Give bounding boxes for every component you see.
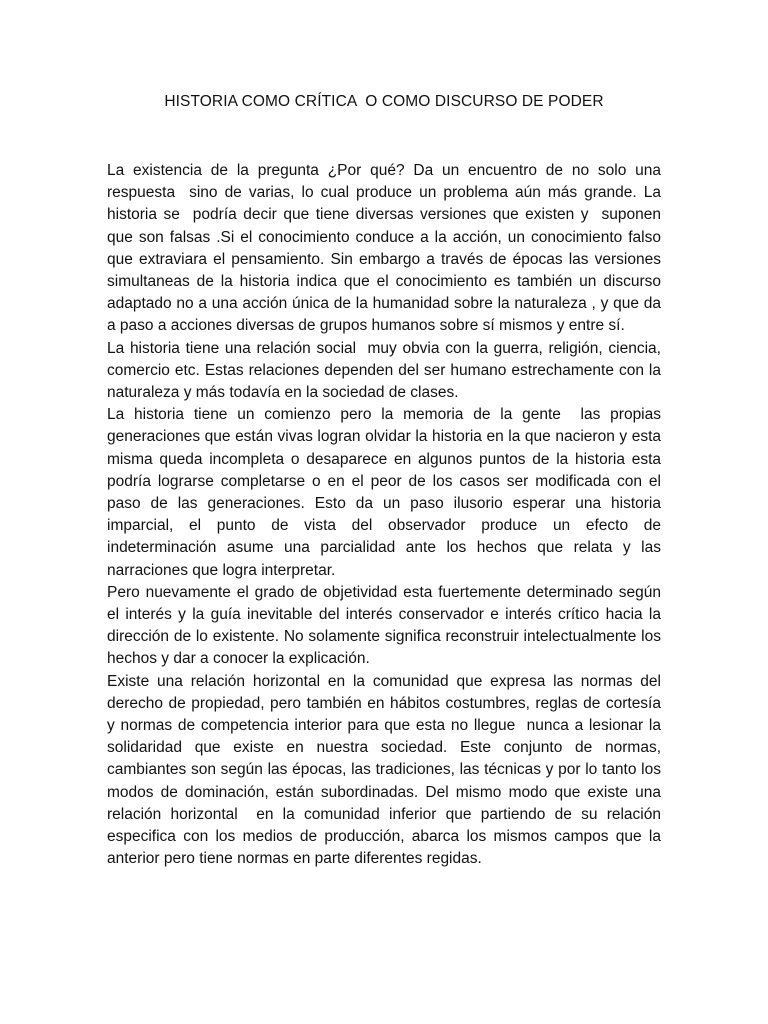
paragraph-3: La historia tiene un comienzo pero la memoria de la gente las propias generaciones que están vivas logran olvidar la historia en la que nacieron y esta misma queda incompleta o desaparece en algunos puntos de la historia esta podría lograrse completarse o en el peor de los casos ser modificada con el paso de las generaciones. Esto da un paso ilusorio esperar una historia imparcial, el punto de vista del observador produce un efecto de indeterminación asume una parcialidad ante los hechos que relata y las narraciones que logra interpretar. xyxy=(107,406,666,579)
paragraph-4: Pero nuevamente el grado de objetividad esta fuertemente determinado según el interés y la guía inevitable del interés conservador e interés crítico hacia la dirección de lo existente. No solamente significa reconstruir intelectualmente los hechos y dar a conocer la explicación. xyxy=(107,583,666,668)
document-body xyxy=(107,160,670,871)
paragraph-2: La historia tiene una relación social muy obvia con la guerra, religión, ciencia, comercio etc. Estas relaciones dependen del ser humano estrechamente con la naturaleza y más todavía en la sociedad de clases. xyxy=(107,339,666,402)
paragraph-5: Existe una relación horizontal en la comunidad que expresa las normas del derecho de propiedad, pero también en hábitos costumbres, reglas de cortesía y normas de competencia interior para que esta no llegue nunca a lesionar la solidaridad que existe en nuestra sociedad. Este conjunto de normas, cambiantes son según las épocas, las tradiciones, las técnicas y por lo tanto los modos de dominación, están subordinadas. Del mismo modo que existe una relación horizontal en la comunidad inferior que partiendo de su relación especifica con los medios de producción, abarca los mismos campos que la anterior pero tiene normas en parte diferentes regidas. xyxy=(107,672,666,868)
document-title: HISTORIA COMO CRÍTICA O COMO DISCURSO DE PODER xyxy=(164,93,604,110)
paragraph-1: La existencia de la pregunta ¿Por qué? Da un encuentro de no solo una respuesta sino de varias, lo cual produce un problema aún más grande. La historia se podría decir que tiene diversas versiones que existen y suponen que son falsas .Si el conocimiento conduce a la acción, un conocimiento falso que extraviara el pensamiento. Sin embargo a través de épocas las versiones simultaneas de la historia indica que el conocimiento es también un discurso adaptado no a una acción única de la humanidad sobre la naturaleza , y que da a paso a acciones diversas de grupos humanos sobre sí mismos y entre sí. xyxy=(107,162,670,335)
